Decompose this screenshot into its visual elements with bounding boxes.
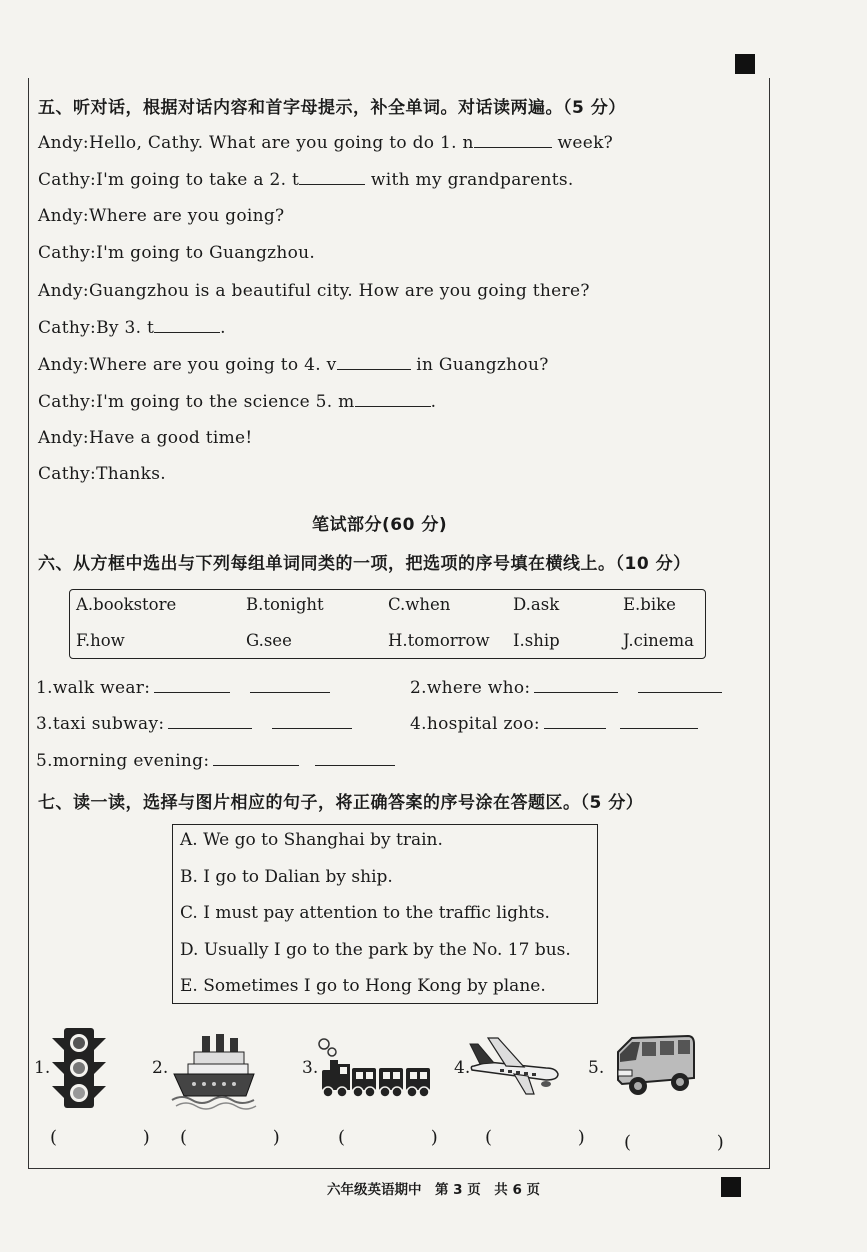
answer-blank[interactable] (272, 713, 352, 729)
dialogue-line (38, 132, 613, 153)
section5-heading: 五、听对话，根据对话内容和首字母提示，补全单词。对话读两遍。（5 分） (38, 98, 626, 118)
fill-in-blank[interactable] (299, 169, 365, 185)
item-3: 3.taxi subway: (36, 713, 352, 734)
answer-blank[interactable] (620, 713, 698, 729)
sentence-b: B. I go to Dalian by ship. (180, 867, 393, 887)
dialogue-text-after: . (430, 392, 437, 412)
plane-icon (466, 1036, 562, 1098)
sentence-a: A. We go to Shanghai by train. (180, 830, 443, 850)
speaker-label: Cathy: (38, 392, 97, 412)
dialogue-line (38, 243, 315, 263)
written-part-title: 笔试部分(60 分) (312, 515, 448, 535)
item-2: 2.where who: (410, 677, 722, 698)
answer-blank[interactable] (154, 677, 230, 693)
answer-paren-2[interactable]: ( ) (180, 1127, 320, 1148)
answer-blank[interactable] (638, 677, 722, 693)
dialogue-text: Hello, Cathy. What are you going to do 1. n (88, 133, 474, 153)
dialogue-line (38, 354, 549, 375)
speaker-label: Cathy: (38, 318, 97, 338)
fill-in-blank[interactable] (154, 317, 220, 333)
fill-in-blank[interactable] (337, 354, 411, 370)
option-b: B.tonight (246, 595, 324, 614)
option-g: G.see (246, 631, 292, 650)
ship-icon (170, 1030, 260, 1110)
options-box (69, 589, 706, 659)
bus-icon (612, 1030, 698, 1100)
speaker-label: Andy: (38, 206, 89, 226)
dialogue-text-after: in Guangzhou? (410, 355, 549, 375)
dialogue-line (38, 391, 436, 412)
answer-blank[interactable] (250, 677, 330, 693)
dialogue-line (38, 169, 574, 190)
dialogue-text-after: with my grandparents. (365, 170, 574, 190)
picture-number-4: 4. (454, 1058, 471, 1078)
item-1: 1.walk wear: (36, 677, 330, 698)
answer-paren-4[interactable]: ( ) (485, 1127, 625, 1148)
dialogue-text: Where are you going? (88, 206, 285, 226)
dialogue-line (38, 281, 590, 301)
option-d: D.ask (513, 595, 560, 614)
item-4: 4.hospital zoo: (410, 713, 698, 734)
fill-in-blank[interactable] (355, 391, 431, 407)
speaker-label: Andy: (38, 355, 89, 375)
answer-blank[interactable] (213, 750, 299, 766)
dialogue-line (38, 206, 284, 226)
option-a: A.bookstore (76, 595, 177, 614)
dialogue-text: By 3. t (96, 318, 155, 338)
speaker-label: Andy: (38, 281, 89, 301)
train-icon (316, 1036, 434, 1100)
answer-blank[interactable] (544, 713, 606, 729)
picture-number-1: 1. (34, 1058, 51, 1078)
fill-in-blank[interactable] (474, 132, 552, 148)
option-e: E.bike (623, 595, 676, 614)
traffic-light-icon (50, 1026, 108, 1110)
speaker-label: Cathy: (38, 243, 97, 263)
dialogue-text: I'm going to the science 5. m (96, 392, 355, 412)
registration-mark-top (735, 54, 755, 74)
sentence-c: C. I must pay attention to the traffic lights. (180, 903, 550, 923)
answer-paren-1[interactable]: ( ) (50, 1127, 190, 1148)
section6-heading: 六、从方框中选出与下列每组单词同类的一项，把选项的序号填在横线上。（10 分） (38, 554, 691, 574)
dialogue-text-after: week? (551, 133, 614, 153)
answer-blank[interactable] (168, 713, 252, 729)
speaker-label: Andy: (38, 133, 89, 153)
sentence-e: E. Sometimes I go to Hong Kong by plane. (180, 976, 546, 996)
item-5: 5.morning evening: (36, 750, 395, 771)
speaker-label: Andy: (38, 428, 89, 448)
speaker-label: Cathy: (38, 170, 97, 190)
dialogue-text: I'm going to take a 2. t (96, 170, 300, 190)
sentence-d: D. Usually I go to the park by the No. 17 bus. (180, 940, 571, 960)
speaker-label: Cathy: (38, 464, 97, 484)
sentence-box (172, 824, 598, 1004)
answer-blank[interactable] (315, 750, 395, 766)
dialogue-line (38, 464, 166, 484)
answer-blank[interactable] (534, 677, 618, 693)
picture-number-2: 2. (152, 1058, 169, 1078)
answer-paren-3[interactable]: ( ) (338, 1127, 478, 1148)
section7-heading: 七、读一读，选择与图片相应的句子，将正确答案的序号涂在答题区。（5 分） (38, 793, 644, 813)
dialogue-line (38, 428, 253, 448)
page-footer: 六年级英语期中 第 3 页 共 6 页 (326, 1182, 541, 1198)
option-c: C.when (388, 595, 451, 614)
option-f: F.how (76, 631, 125, 650)
picture-number-3: 3. (302, 1058, 319, 1078)
option-h: H.tomorrow (388, 631, 490, 650)
dialogue-text: Have a good time! (88, 428, 253, 448)
dialogue-text: Thanks. (96, 464, 166, 484)
picture-number-5: 5. (588, 1058, 605, 1078)
option-i: I.ship (513, 631, 560, 650)
dialogue-text: Where are you going to 4. v (88, 355, 337, 375)
dialogue-text: I'm going to Guangzhou. (96, 243, 316, 263)
dialogue-text: Guangzhou is a beautiful city. How are you going there? (88, 281, 590, 301)
dialogue-line (38, 317, 226, 338)
answer-paren-5[interactable]: ( ) (624, 1132, 764, 1153)
option-j: J.cinema (623, 631, 694, 650)
dialogue-text-after: . (220, 318, 226, 338)
